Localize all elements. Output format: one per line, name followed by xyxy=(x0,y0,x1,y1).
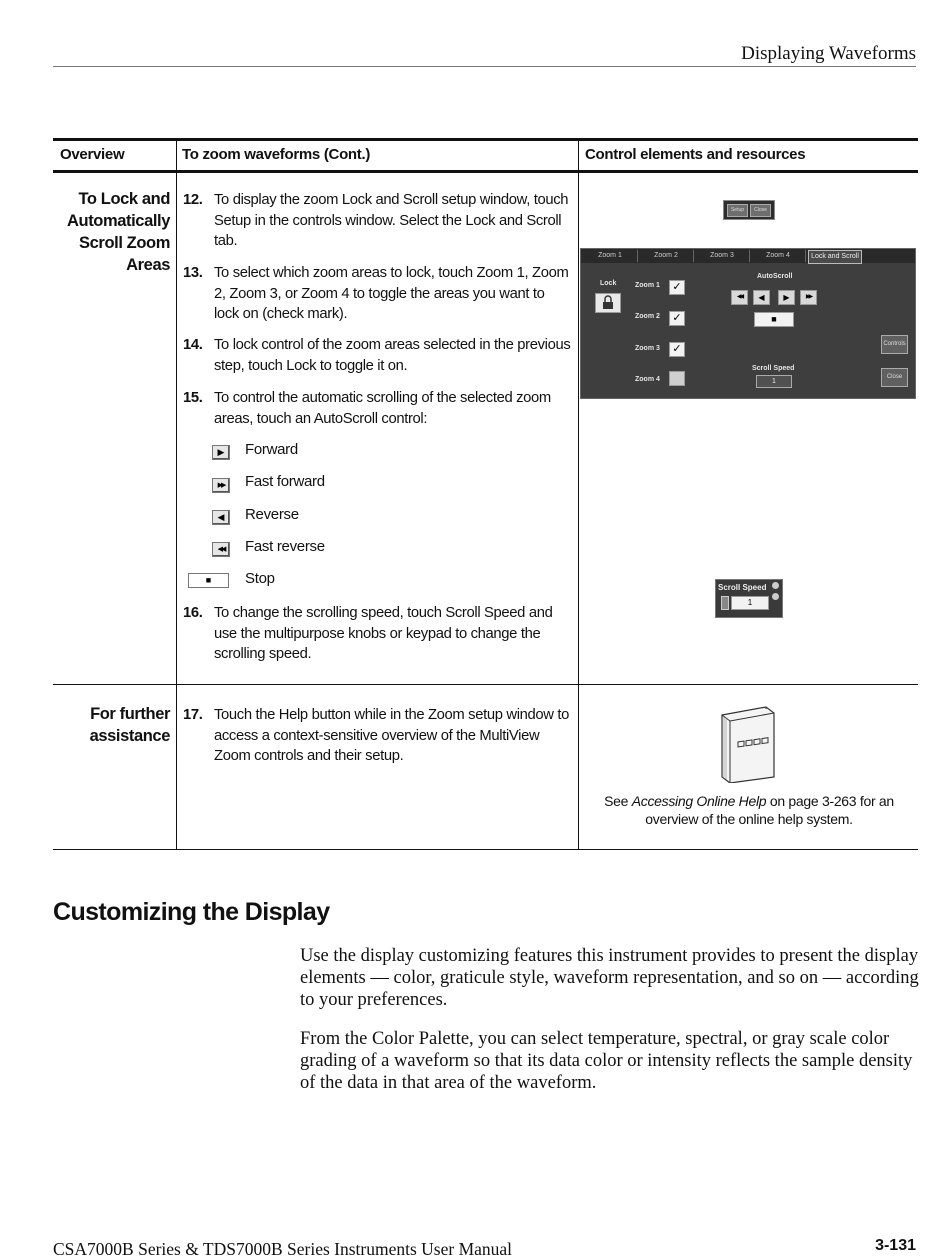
panel-tabs xyxy=(581,249,915,263)
table-top-rule xyxy=(53,138,918,141)
stop-icon: ■ xyxy=(188,573,229,588)
scroll-speed-value: 1 xyxy=(756,375,792,388)
table-header-procedure: To zoom waveforms (Cont.) xyxy=(182,146,371,163)
body-paragraph: From the Color Palette, you can select temperature, spectral, or gray scale color grading of a waveform so that its data color or intensity reflects the sample density of the data in that area of the waveform. xyxy=(300,1029,913,1093)
zoom-2-checkbox: ✓ xyxy=(669,311,685,326)
lock-label: Lock xyxy=(600,280,617,287)
scroll-speed-label: Scroll Speed xyxy=(718,583,767,592)
knob-indicator xyxy=(721,596,729,610)
body-paragraph: Use the display customizing features this instrument provides to present the display elements — color, graticule style, waveform representation, and so on — according to your preferences. xyxy=(300,946,919,1010)
table-header-controls: Control elements and resources xyxy=(585,146,806,163)
step-text: To change the scrolling speed, touch Scroll Speed and use the multipurpose knobs or keypad to change the scrolling speed. xyxy=(214,605,553,662)
fast-reverse-icon: ◀◀ xyxy=(212,542,230,557)
control-label-forward xyxy=(0,441,298,458)
scroll-speed-label: Scroll Speed xyxy=(752,365,795,372)
control-label: Forward xyxy=(245,441,298,458)
fast-forward-icon: ▶▶ xyxy=(800,290,817,305)
step-item xyxy=(183,705,573,767)
footer-manual-title: CSA7000B Series & TDS7000B Series Instruments User Manual xyxy=(53,1239,513,1259)
tab-zoom-4: Zoom 4 xyxy=(751,250,806,262)
table-row-divider xyxy=(53,684,918,685)
table-bottom-rule xyxy=(53,849,918,850)
running-head: Displaying Waveforms xyxy=(741,43,916,64)
step-item xyxy=(183,190,573,252)
step-number: 14. xyxy=(183,337,203,353)
step-number: 12. xyxy=(183,192,203,208)
step-text: Touch the Help button while in the Zoom setup window to access a context-sensitive overview of the MultiView Zoom controls and their setup. xyxy=(214,707,570,764)
row-title-further-assistance: For further assistance xyxy=(89,705,170,745)
control-label: Fast reverse xyxy=(245,538,325,555)
table-header-overview: Overview xyxy=(60,146,125,163)
zoom-4-checkbox xyxy=(669,371,685,386)
table-column-divider xyxy=(578,140,579,850)
scroll-speed-value: 1 xyxy=(731,596,769,610)
zoom-3-label: Zoom 3 xyxy=(635,345,660,352)
header-rule xyxy=(53,66,916,67)
control-label: Stop xyxy=(245,570,275,587)
close-button: Close xyxy=(881,368,908,387)
close-button: Close xyxy=(750,204,771,217)
tab-zoom-1: Zoom 1 xyxy=(583,250,638,262)
control-label-stop xyxy=(0,570,275,587)
knob-icon xyxy=(772,582,779,589)
tab-lock-and-scroll: Lock and Scroll xyxy=(808,250,862,264)
reverse-icon: ◀ xyxy=(753,290,770,305)
control-label-fast-reverse xyxy=(0,538,325,555)
caption-link-title: Accessing Online Help xyxy=(631,793,767,809)
step-item xyxy=(183,603,573,665)
table-header-rule xyxy=(53,170,918,173)
caption-text: on page 3-263 for an overview of the online help system. xyxy=(645,793,894,827)
step-text: To lock control of the zoom areas selected in the previous step, touch Lock to toggle it on. xyxy=(214,337,571,374)
step-number: 13. xyxy=(183,265,203,281)
page-number: 3-131 xyxy=(875,1237,916,1254)
scroll-speed-widget xyxy=(715,579,783,618)
reverse-icon: ◀ xyxy=(212,510,230,525)
lock-scroll-panel xyxy=(580,248,916,399)
zoom-3-checkbox: ✓ xyxy=(669,342,685,357)
step-text: To display the zoom Lock and Scroll setup window, touch Setup in the controls window. Select the Lock and Scroll tab. xyxy=(214,192,569,249)
setup-button: Setup xyxy=(727,204,748,217)
step-text: To control the automatic scrolling of the selected zoom areas, touch an AutoScroll control: xyxy=(214,390,551,427)
row-title-lock-scroll: To Lock and Automatically Scroll Zoom Areas xyxy=(67,190,170,274)
control-label: Reverse xyxy=(245,506,299,523)
forward-icon: ▶ xyxy=(212,445,230,460)
step-number: 16. xyxy=(183,605,203,621)
control-label-reverse xyxy=(0,506,299,523)
control-label: Fast forward xyxy=(245,473,325,490)
step-item xyxy=(183,335,573,376)
step-item xyxy=(183,388,573,429)
section-title: Customizing the Display xyxy=(53,898,330,926)
stop-icon: ■ xyxy=(754,312,794,327)
online-help-caption xyxy=(585,792,913,828)
control-label-fast-forward xyxy=(0,473,325,490)
lock-icon xyxy=(595,293,621,313)
setup-close-buttons xyxy=(723,200,775,220)
zoom-1-label: Zoom 1 xyxy=(635,282,660,289)
tab-zoom-3: Zoom 3 xyxy=(695,250,750,262)
controls-button: Controls xyxy=(881,335,908,354)
step-item xyxy=(183,263,573,325)
zoom-1-checkbox: ✓ xyxy=(669,280,685,295)
step-number: 17. xyxy=(183,707,203,723)
knob-icon xyxy=(772,593,779,600)
table-column-divider xyxy=(176,140,177,850)
fast-forward-icon: ▶▶ xyxy=(212,478,230,493)
fast-reverse-icon: ◀◀ xyxy=(731,290,748,305)
tab-zoom-2: Zoom 2 xyxy=(639,250,694,262)
online-help-book-icon xyxy=(716,705,778,788)
zoom-2-label: Zoom 2 xyxy=(635,313,660,320)
step-number: 15. xyxy=(183,390,203,406)
forward-icon: ▶ xyxy=(778,290,795,305)
zoom-4-label: Zoom 4 xyxy=(635,376,660,383)
autoscroll-label: AutoScroll xyxy=(757,273,793,280)
caption-text: See xyxy=(604,793,632,809)
step-text: To select which zoom areas to lock, touch Zoom 1, Zoom 2, Zoom 3, or Zoom 4 to toggle the areas you want to lock on (check mark). xyxy=(214,265,569,322)
